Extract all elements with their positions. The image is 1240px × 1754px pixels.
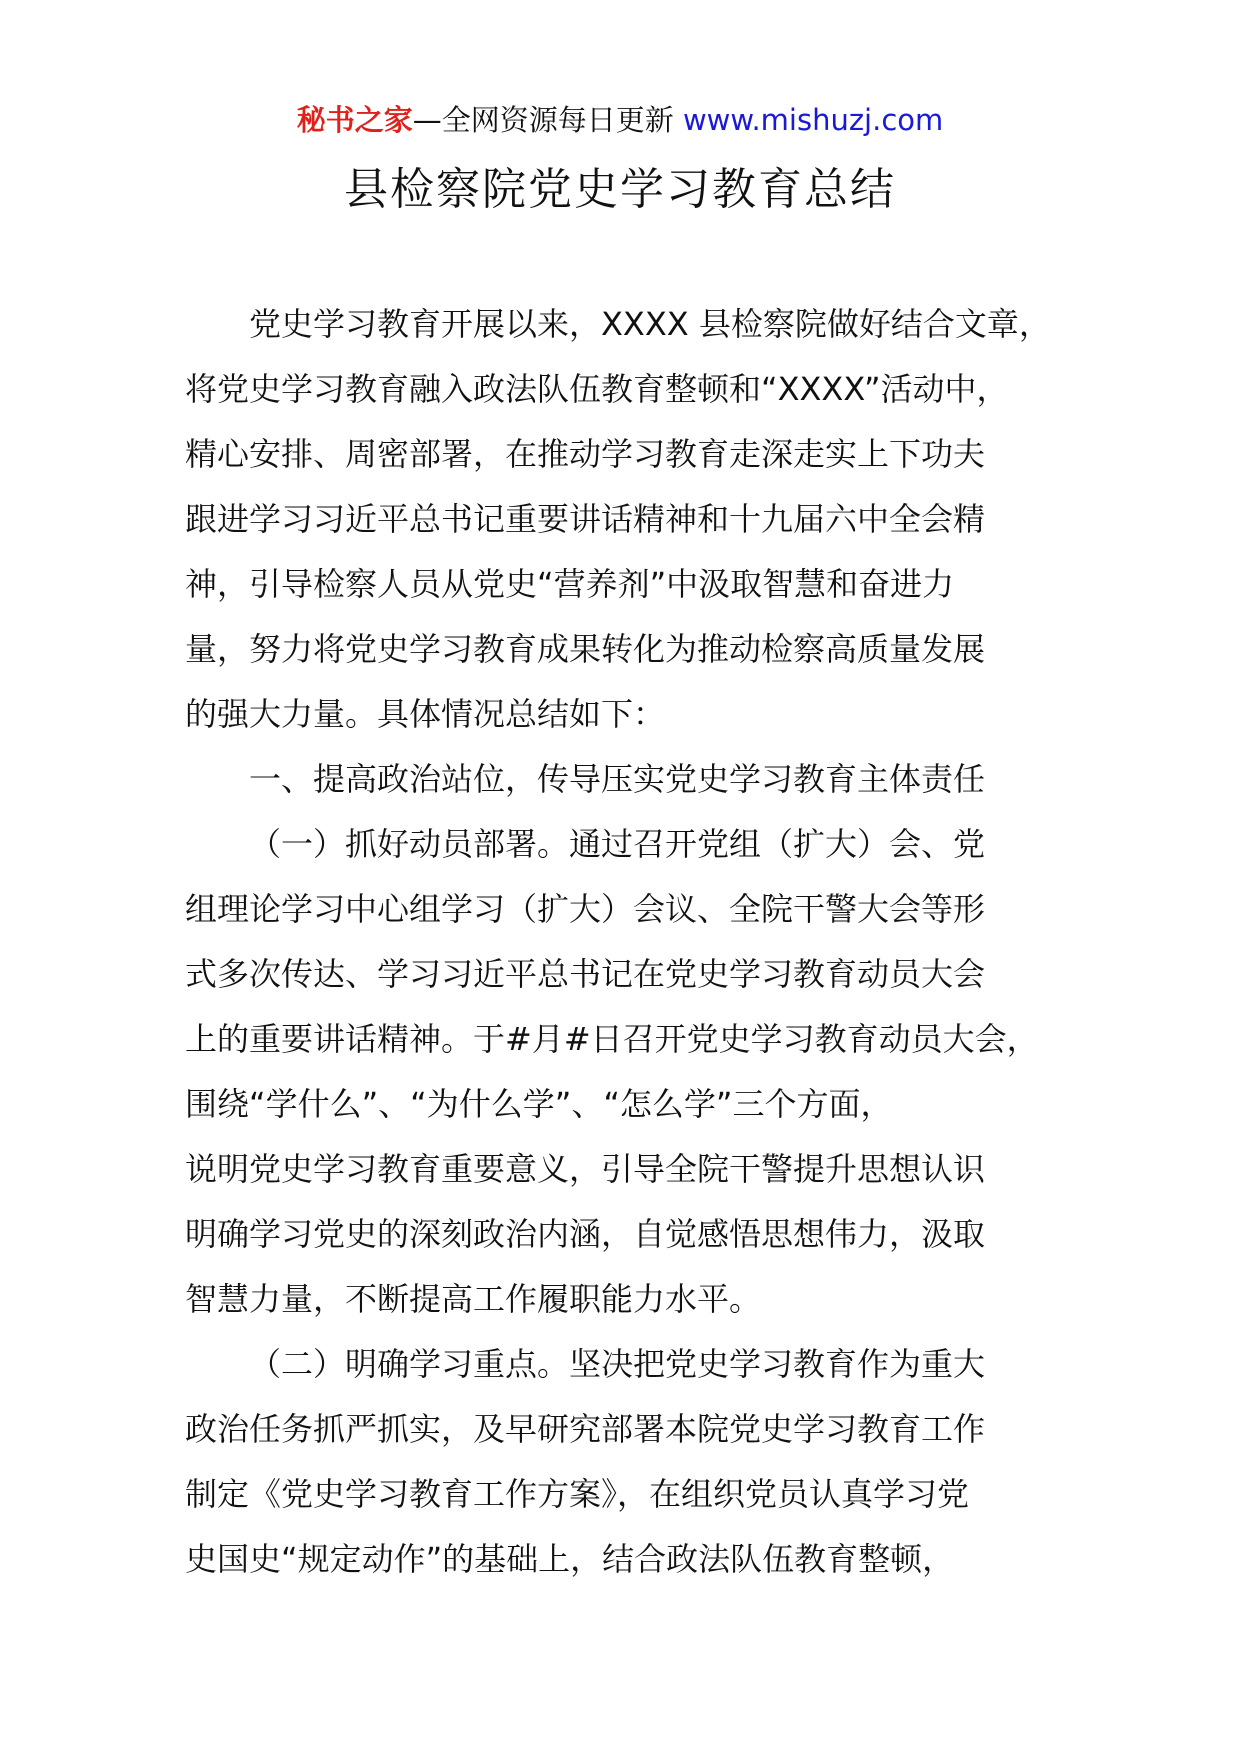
brand-name: 秘书之家 (296, 103, 413, 137)
paragraph-line: 党史学习教育开展以来，XXXX 县检察院做好结合文章， (249, 305, 1051, 343)
site-url-link[interactable]: www.mishuzj.com (682, 103, 944, 137)
paragraph-line: 神，引导检察人员从党史“营养剂”中汲取智慧和奋进力 (185, 565, 955, 603)
document-title: 县检察院党史学习教育总结 (344, 164, 896, 215)
paragraph-line: 史国史“规定动作”的基础上，结合政法队伍教育整顿， (185, 1540, 955, 1578)
paragraph-line: （二）明确学习重点。坚决把党史学习教育作为重大 (249, 1345, 986, 1383)
paragraph-line: 明确学习党史的深刻政治内涵，自觉感悟思想伟力，汲取 (185, 1215, 986, 1253)
paragraph-line: 精心安排、周密部署，在推动学习教育走深走实上下功夫 (185, 435, 986, 473)
header-tagline: —全网资源每日更新 (412, 103, 683, 137)
paragraph-line: 制定《党史学习教育工作方案》，在组织党员认真学习党 (185, 1475, 970, 1513)
site-header (0, 100, 1240, 140)
paragraph-line: 的强大力量。具体情况总结如下： (185, 695, 666, 733)
paragraph-line: （一）抓好动员部署。通过召开党组（扩大）会、党 (249, 825, 986, 863)
paragraph-line: 说明党史学习教育重要意义，引导全院干警提升思想认识 (185, 1150, 986, 1188)
paragraph-line: 组理论学习中心组学习（扩大）会议、全院干警大会等形 (185, 890, 986, 928)
paragraph-line: 将党史学习教育融入政法队伍教育整顿和“XXXX”活动中， (185, 370, 1009, 408)
paragraph-line: 智慧力量，不断提高工作履职能力水平。 (185, 1280, 762, 1318)
section-heading: 一、提高政治站位，传导压实党史学习教育主体责任 (249, 760, 986, 798)
document-body (185, 292, 1075, 1592)
paragraph-line: 上的重要讲话精神。于#月#日召开党史学习教育动员大会， (185, 1020, 1039, 1058)
paragraph-line: 政治任务抓严抓实，及早研究部署本院党史学习教育工作 (185, 1410, 986, 1448)
paragraph-line: 式多次传达、学习习近平总书记在党史学习教育动员大会 (185, 955, 986, 993)
paragraph-line: 跟进学习习近平总书记重要讲话精神和十九届六中全会精 (185, 500, 986, 538)
paragraph-line: 量，努力将党史学习教育成果转化为推动检察高质量发展 (185, 630, 986, 668)
paragraph-line: 围绕“学什么”、“为什么学”、“怎么学”三个方面， (185, 1085, 893, 1123)
